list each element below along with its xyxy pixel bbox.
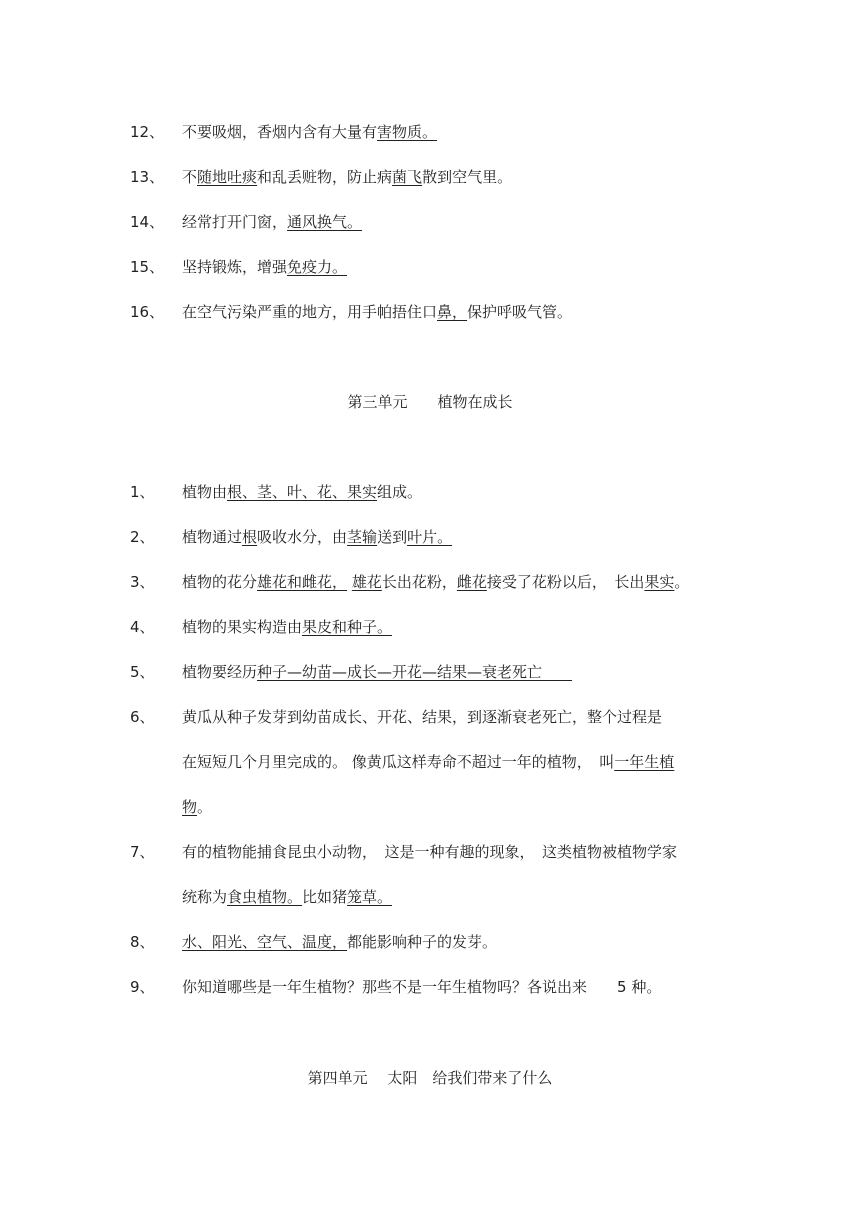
item-number: 2、 [130,528,155,546]
item-number: 5、 [130,663,155,681]
item-number: 7、 [130,843,155,861]
answer-blank: 雄花和雌花， [257,573,348,591]
answer-blank: 叶片。 [407,528,453,546]
item-text: 有的植物能捕食昆虫小动物， 这是一种有趣的现象， 这类植物被植物学家 [182,843,678,861]
item-text: 不随地吐痰和乱丢赃物，防止病菌飞散到空气里。 [182,168,513,186]
item-number: 3、 [130,573,155,591]
item-text: 在空气污染严重的地方，用手帕捂住口鼻，保护呼吸气管。 [182,303,573,321]
item-number: 6、 [130,708,155,726]
answer-blank: 笼草。 [347,888,393,906]
answer-blank: 水、阳光、空气、温度， [182,933,348,951]
item-text: 经常打开门窗，通风换气。 [182,213,363,231]
item-number: 15、 [130,258,165,276]
answer-blank: 果实 [644,573,675,591]
item-number: 12、 [130,123,165,141]
item-text: 物。 [182,798,213,816]
answer-blank: 物 [182,798,198,816]
answer-blank: 雄花 [351,573,382,591]
item-text: 植物的果实构造由果皮和种子。 [182,618,393,636]
answer-blank: 根、茎、叶、花、果实 [227,483,378,501]
answer-blank: 一年生植 [614,753,675,771]
answer-blank: 通风换气。 [287,213,363,231]
item-text: 植物要经历种子—幼苗—成长—开花—结果—衰老死亡 [182,663,573,681]
item-text: 黄瓜从种子发芽到幼苗成长、开花、结果，到逐渐衰老死亡，整个过程是 [182,708,663,726]
item-text: 在短短几个月里完成的。 像黄瓜这样寿命不超过一年的植物， 叫一年生植 [182,753,675,771]
unit3-heading: 第三单元 植物在成长 [347,393,513,411]
unit4-heading: 第四单元 太阳 给我们带来了什么 [307,1069,553,1087]
answer-blank: 害物质。 [377,123,438,141]
item-text: 水、阳光、空气、温度，都能影响种子的发芽。 [182,933,498,951]
answer-blank: 免疫力。 [287,258,348,276]
answer-blank: 食虫植物。 [227,888,303,906]
item-number: 1、 [130,483,155,501]
answer-blank: 果皮和种子。 [302,618,393,636]
item-text: 植物通过根吸收水分，由茎输送到叶片。 [182,528,453,546]
item-text: 植物的花分雄花和雌花， 雄花长出花粉，雌花接受了花粉以后， 长出果实。 [182,573,690,591]
item-number: 9、 [130,978,155,996]
list-item [130,842,750,907]
answer-blank: 鼻， [437,303,468,321]
answer-blank: 茎输 [347,528,378,546]
item-text: 统称为食虫植物。比如猪笼草。 [182,888,393,906]
item-number: 16、 [130,303,165,321]
answer-blank: 随地吐痰 [197,168,258,186]
answer-blank: 雌花 [456,573,487,591]
list-item [130,707,750,817]
answer-blank: 种子—幼苗—成长—开花—结果—衰老死亡 [257,663,573,681]
item-number: 13、 [130,168,165,186]
answer-blank: 菌飞 [392,168,423,186]
item-number: 4、 [130,618,155,636]
item-text: 植物由根、茎、叶、花、果实组成。 [182,483,423,501]
item-text: 不要吸烟，香烟内含有大量有害物质。 [182,123,438,141]
answer-blank: 根 [242,528,258,546]
item-text: 你知道哪些是一年生植物？那些不是一年生植物吗？各说出来 5 种。 [182,978,662,996]
item-number: 14、 [130,213,165,231]
item-text: 坚持锻炼，增强免疫力。 [182,258,348,276]
item-number: 8、 [130,933,155,951]
